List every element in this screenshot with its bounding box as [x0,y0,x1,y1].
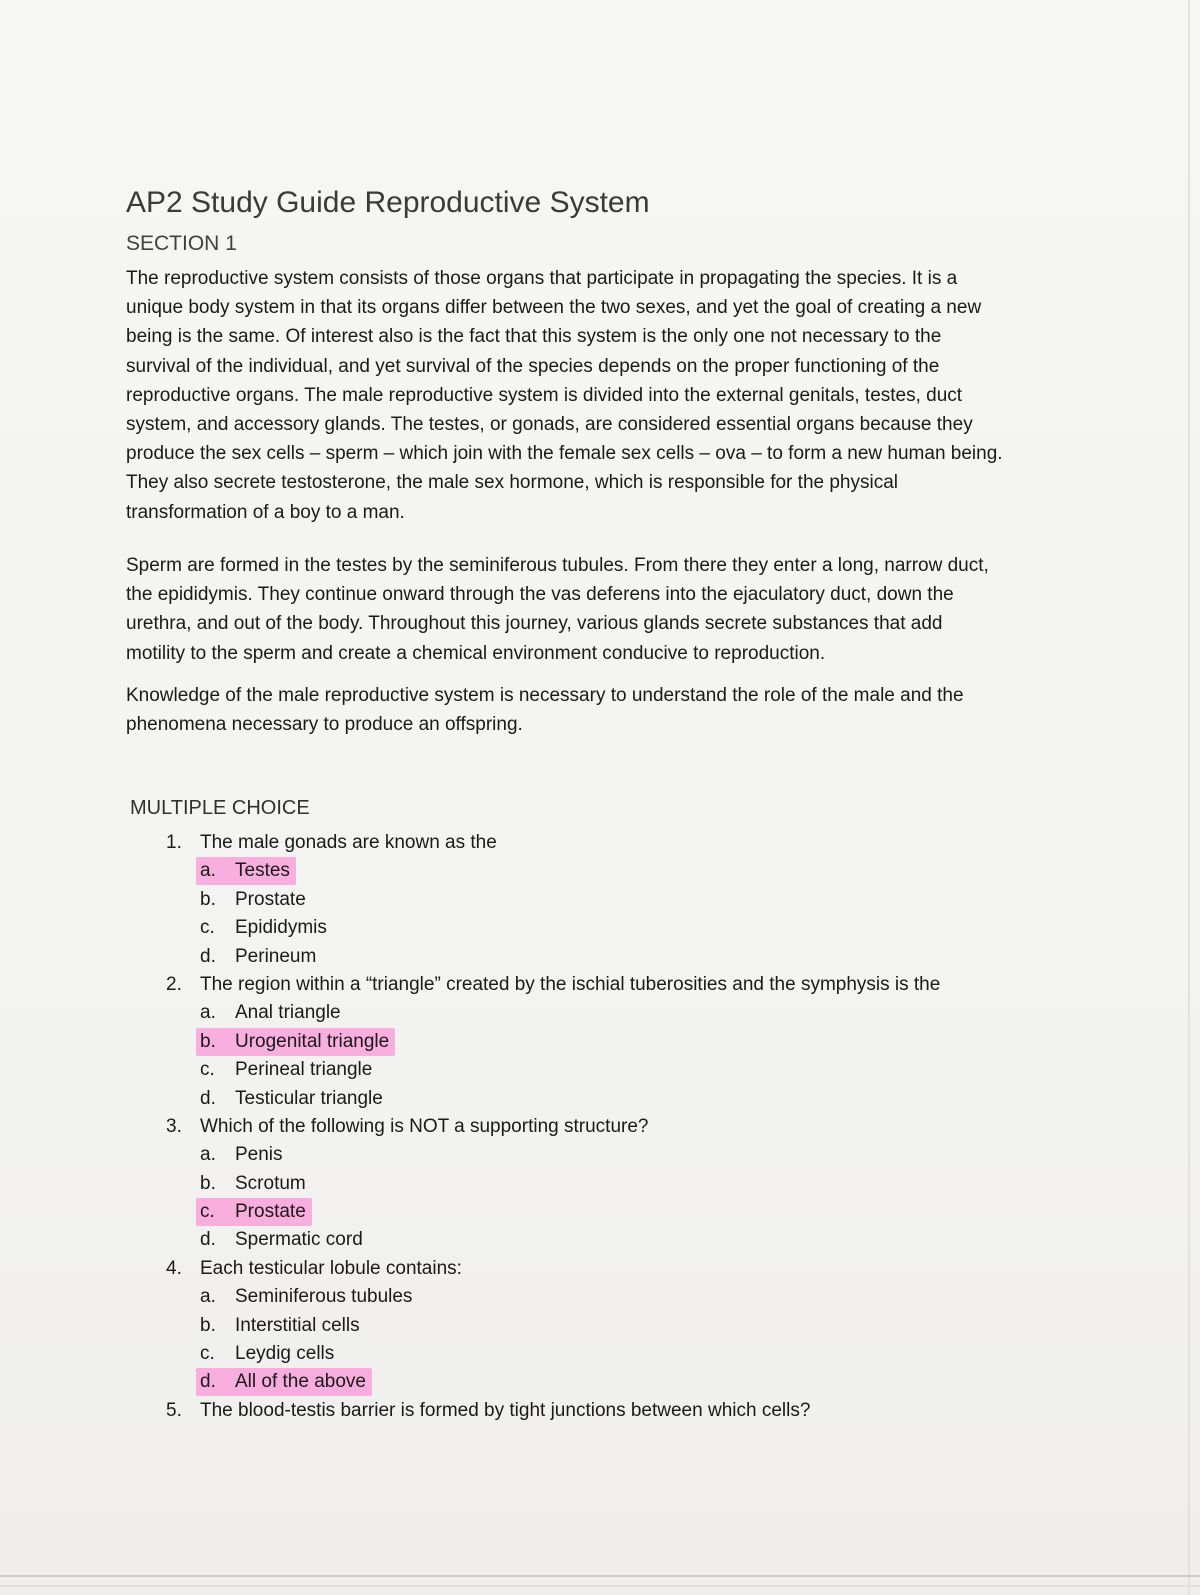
answer-option [196,1085,389,1113]
question-number: 4. [166,1257,182,1279]
paragraph-line: reproductive organs. The male reproductive system is divided into the external genitals, testes, duct [126,384,963,406]
option-text: Scrotum [235,1172,306,1194]
answer-option [196,914,333,942]
option-text: All of the above [235,1371,366,1393]
question-number: 5. [166,1399,182,1421]
option-text: Epididymis [235,917,327,939]
paragraph-line: being is the same. Of interest also is the fact that this system is the only one not necessary to the [126,326,942,348]
option-letter: a. [200,1144,216,1166]
answer-option [196,1056,378,1084]
highlighted-answer [196,857,296,885]
question-3-option-b [166,1170,1066,1198]
option-letter: d. [200,1087,216,1109]
option-letter: b. [200,1172,216,1194]
section-label: SECTION 1 [126,232,237,255]
answer-option [196,1312,366,1340]
question-text: The region within a “triangle” created by the ischial tuberosities and the symphysis is the [200,973,941,995]
option-text: Interstitial cells [235,1314,360,1336]
intro-paragraph-3 [126,681,1046,739]
paragraph-line: transformation of a boy to a man. [126,501,405,523]
paragraph-line: urethra, and out of the body. Throughout this journey, various glands secrete substances that add [126,613,943,635]
question-text: Each testicular lobule contains: [200,1257,462,1279]
question-1 [166,829,1066,857]
question-4-option-c [166,1340,1066,1368]
question-2-option-a [166,999,1066,1027]
question-4 [166,1255,1066,1283]
question-3-option-d [166,1226,1066,1254]
question-5 [166,1397,1066,1425]
option-text: Prostate [235,1201,306,1223]
option-text: Urogenital triangle [235,1030,390,1052]
answer-option [196,1226,369,1254]
highlighted-answer [196,1198,312,1226]
option-letter: a. [200,860,216,882]
question-1-option-b [166,886,1066,914]
question-2 [166,971,1066,999]
option-text: Spermatic cord [235,1229,363,1251]
paragraph-line: phenomena necessary to produce an offspring. [126,714,523,736]
question-list [166,829,1066,1425]
question-3-option-a [166,1141,1066,1169]
question-text: Which of the following is NOT a supporting structure? [200,1115,649,1137]
intro-paragraph-1 [126,264,1046,527]
intro-paragraph-2 [126,551,1046,668]
paragraph-line: the epididymis. They continue onward through the vas deferens into the ejaculatory duct, down the [126,584,954,606]
option-text: Perineal triangle [235,1059,373,1081]
option-text: Penis [235,1144,283,1166]
option-text: Prostate [235,888,306,910]
question-2-option-d [166,1085,1066,1113]
question-3-option-c [166,1198,1066,1226]
option-text: Testes [235,860,290,882]
highlighted-answer [196,1368,372,1396]
option-text: Seminiferous tubules [235,1286,413,1308]
answer-option [196,1340,340,1368]
paragraph-line: system, and accessory glands. The testes, or gonads, are considered essential organs because they [126,414,973,436]
document-title: AP2 Study Guide Reproductive System [126,186,650,219]
option-text: Testicular triangle [235,1087,383,1109]
option-letter: a. [200,1286,216,1308]
answer-option [196,1141,289,1169]
question-1-option-a [166,857,1066,885]
option-letter: c. [200,1201,215,1223]
option-letter: d. [200,945,216,967]
question-1-option-d [166,943,1066,971]
question-number: 2. [166,973,182,995]
question-1-option-c [166,914,1066,942]
paragraph-line: The reproductive system consists of those organs that participate in propagating the species. It is a [126,268,958,289]
answer-option [196,1170,312,1198]
paragraph-line: survival of the individual, and yet survival of the species depends on the proper functioning of the [126,355,940,377]
paragraph-line: motility to the sperm and create a chemical environment conducive to reproduction. [126,642,826,664]
option-text: Anal triangle [235,1002,341,1024]
paragraph-line: Sperm are formed in the testes by the seminiferous tubules. From there they enter a long, narrow duct, [126,555,989,576]
option-letter: c. [200,1059,215,1081]
question-4-option-b [166,1312,1066,1340]
question-3 [166,1113,1066,1141]
answer-option [196,999,347,1027]
highlighted-answer [196,1028,395,1056]
question-text: The blood-testis barrier is formed by tight junctions between which cells? [200,1399,811,1421]
question-number: 3. [166,1115,182,1137]
paragraph-line: Knowledge of the male reproductive system is necessary to understand the role of the male and the [126,685,964,706]
multiple-choice-heading: MULTIPLE CHOICE [130,797,310,819]
question-number: 1. [166,832,182,853]
option-letter: b. [200,1030,216,1052]
question-2-option-b [166,1028,1066,1056]
question-4-option-d [166,1368,1066,1396]
answer-option [196,886,312,914]
paragraph-line: produce the sex cells – sperm – which join with the female sex cells – ova – to form a new human being. [126,443,1003,465]
question-2-option-c [166,1056,1066,1084]
paragraph-line: unique body system in that its organs differ between the two sexes, and yet the goal of creating a new [126,297,982,319]
option-letter: d. [200,1371,216,1393]
paragraph-line: They also secrete testosterone, the male sex hormone, which is responsible for the physical [126,472,898,494]
option-letter: c. [200,917,215,939]
option-text: Perineum [235,945,317,967]
option-text: Leydig cells [235,1343,335,1365]
option-letter: d. [200,1229,216,1251]
option-letter: b. [200,888,216,910]
question-text: The male gonads are known as the [200,832,497,853]
option-letter: a. [200,1002,216,1024]
answer-option [196,1283,418,1311]
answer-option [196,943,322,971]
option-letter: c. [200,1343,215,1365]
question-4-option-a [166,1283,1066,1311]
option-letter: b. [200,1314,216,1336]
